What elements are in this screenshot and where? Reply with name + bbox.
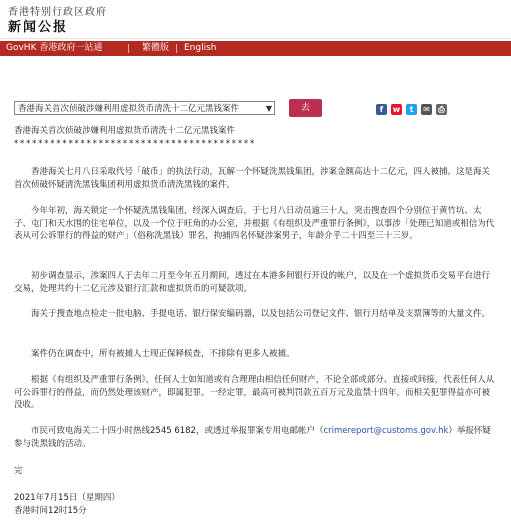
- government-name: 香港特别行政区政府: [8, 7, 107, 18]
- nav-separator: [176, 44, 177, 53]
- paragraph-6: 根据《有组织及严重罪行条例》，任何人士如知道或有合理理由相信任何财产，不论全部或部分、直接或间接，代表任何人从可公诉罪行的得益，而仍然处理该财产，即属犯罪。一经定罪，最高可被判罚款五百万元及监禁十四年，而相关犯罪得益亦可被没收。: [14, 375, 495, 410]
- end-mark: 完: [14, 466, 23, 476]
- go-button[interactable]: 去: [289, 99, 322, 117]
- nav-english-link[interactable]: English: [184, 43, 217, 53]
- nav-govhk-link[interactable]: GovHK 香港政府一站通: [6, 43, 103, 53]
- article-select[interactable]: [14, 101, 275, 115]
- paragraph-7-text-end: ）举报怀疑参与洗黑钱的活动。: [14, 426, 491, 449]
- twitter-icon[interactable]: t: [406, 104, 417, 115]
- paragraph-2: 今年年初，海关锁定一个怀疑洗黑钱集团，经深入调查后，于七月八日动员逾三十人，突击搜查四个分别位于黄竹坑、太子、屯门和天水围的住宅单位，以及一个位于旺角的办公室，并根据《有组织及严重罪行条例》，以事涉「处理已知道或相信为代表从可公诉罪行的得益的财产」（俗称洗黑钱）罪名，拘捕四名怀疑涉案男子，年龄介乎二十四至三十三岁。: [14, 206, 495, 241]
- paragraph-4: 海关于搜查地点检走一批电脑、手提电话、银行保安编码器，以及包括公司登记文件、银行月结单及支票簿等的大量文件。: [31, 309, 491, 319]
- paragraph-7: [14, 425, 498, 450]
- weibo-icon[interactable]: w: [392, 105, 401, 114]
- facebook-icon[interactable]: f: [376, 104, 387, 115]
- title-underline-stars: ****************************************: [14, 139, 256, 149]
- nav-separator: [128, 44, 129, 53]
- nav-traditional-link[interactable]: 繁體版: [142, 43, 170, 53]
- paragraph-3: 初步调查显示，涉案四人于去年二月至今年五月期间，透过在本港多间银行开设的帐户，以及在一个虚拟货币交易平台进行交易，处理共约十二亿元涉及银行汇款和虚拟货币的可疑款项。: [14, 271, 491, 294]
- nav-bar: [0, 41, 511, 56]
- email-icon[interactable]: ✉: [421, 104, 432, 115]
- paragraph-7-text: 市民可致电海关二十四小时热线2545 6182，或透过举报罪案专用电邮帐户（: [31, 426, 324, 436]
- release-date: 2021年7月15日（星期四）: [14, 493, 120, 503]
- chevron-down-icon: ▼: [265, 104, 272, 113]
- paragraph-5: 案件仍在调查中，所有被捕人士现正保释候查，不排除有更多人被捕。: [31, 349, 295, 359]
- print-icon[interactable]: ⎙: [436, 104, 447, 115]
- page-type-title: 新闻公报: [8, 20, 69, 35]
- article-select-value: 香港海关首次侦破涉嫌利用虚拟货币清洗十二亿元黑钱案件: [18, 104, 240, 114]
- release-time: 香港时间12时15分: [14, 506, 87, 516]
- paragraph-1: 香港海关七月八日采取代号「破币」的执法行动，瓦解一个怀疑洗黑钱集团，涉案金额高达十二亿元，四人被捕。这是海关首次侦破怀疑清洗黑钱集团利用虚拟货币清洗黑钱的案件。: [14, 167, 491, 190]
- page-header: [0, 0, 511, 39]
- article-title: 香港海关首次侦破涉嫌利用虚拟货币清洗十二亿元黑钱案件: [14, 126, 236, 136]
- crimereport-email-link[interactable]: crimereport@customs.gov.hk: [323, 426, 449, 436]
